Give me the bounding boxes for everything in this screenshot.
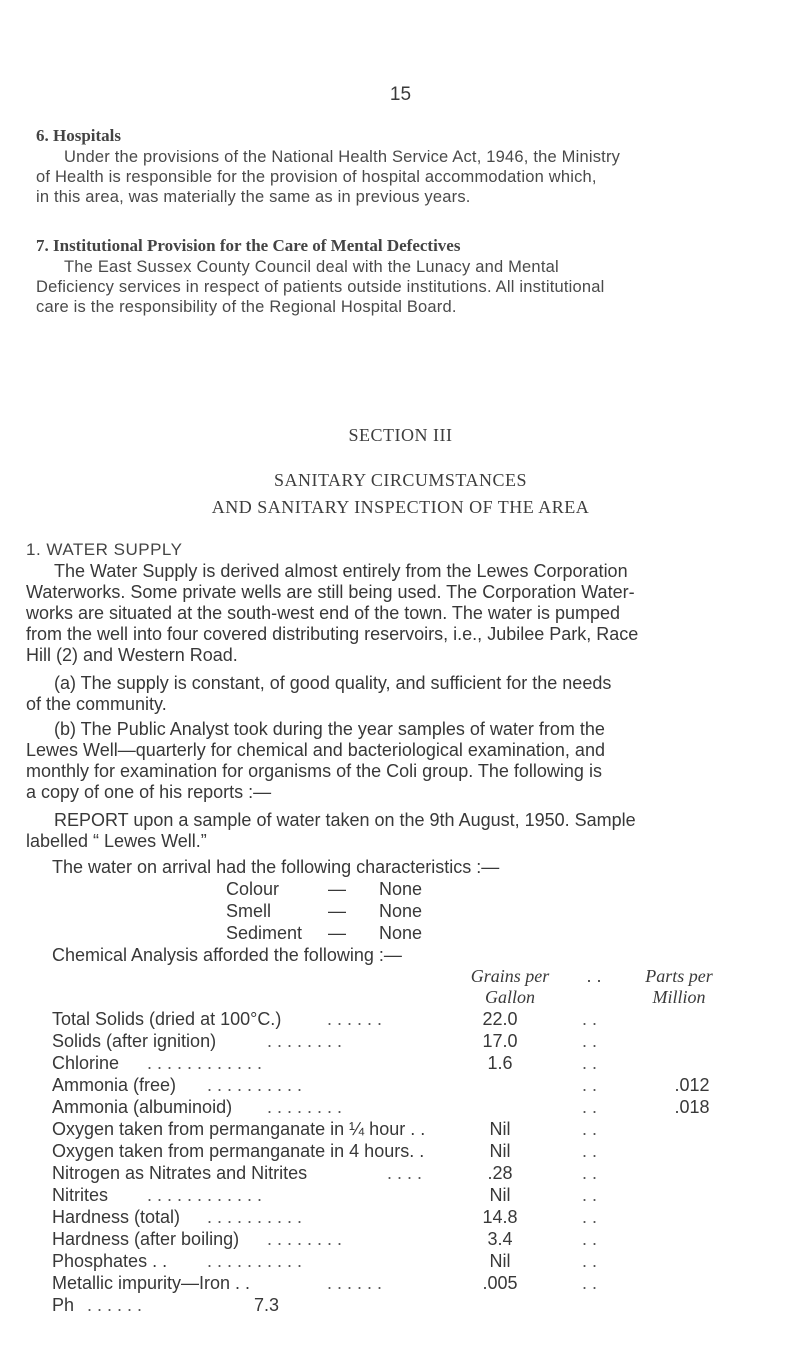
characteristic-dash: — [328,901,346,921]
analysis-label: Total Solids (dried at 100°C.) [52,1009,282,1029]
analysis-label: Oxygen taken from permanganate in 4 hours. . [52,1141,425,1161]
hospitals-paragraph [36,147,776,207]
mental-line: The East Sussex County Council deal with the Lunacy and Mental [64,258,559,276]
leader-dots: . . . . . . . . . . . . [147,1185,263,1205]
hospitals-line: Under the provisions of the National Health Service Act, 1946, the Ministry [64,148,621,166]
row-separator: . . [582,1141,598,1161]
characteristic-value: None [379,879,423,899]
water-b-line: (b) The Public Analyst took during the year samples of water from the [54,719,605,739]
ph-row [52,1295,752,1316]
leader-dots: . . . . . . . . . . . . [147,1053,263,1073]
characteristic-name: Colour [226,879,280,899]
row-separator: . . [582,1185,598,1205]
row-separator: . . [582,1031,598,1051]
characteristic-row [0,879,801,900]
hospitals-line: of Health is responsible for the provision of hospital accommodation which, [36,168,597,186]
grains-value: .005 [482,1273,518,1293]
water-paragraph-b [26,719,766,803]
grains-value: Nil [489,1141,511,1161]
parts-value: .018 [674,1097,710,1117]
water-a-line: (a) The supply is constant, of good quality, and sufficient for the needs [54,673,612,693]
section-subtitle-2: AND SANITARY INSPECTION OF THE AREA [211,497,590,517]
water-intro-paragraph [26,561,766,666]
parts-value: .012 [674,1075,710,1095]
water-b-line: Lewes Well—quarterly for chemical and bacteriological examination, and [26,740,605,760]
characteristic-row [0,901,801,922]
table-row [52,1185,752,1206]
row-separator: . . [582,1097,598,1117]
table-row [52,1251,752,1272]
grains-header-line-2: Gallon [484,987,535,1007]
water-b-line: a copy of one of his reports :— [26,782,272,802]
characteristic-value: None [379,923,423,943]
water-supply-heading: 1. WATER SUPPLY [26,540,183,559]
analysis-label: Ammonia (albuminoid) [52,1097,233,1117]
characteristic-name: Smell [226,901,272,921]
leader-dots: . . . . . . [327,1273,383,1293]
table-row [52,1097,752,1118]
table-row [52,1141,752,1162]
analysis-label: Phosphates . . [52,1251,168,1271]
row-separator: . . [582,1229,598,1249]
analysis-label: Solids (after ignition) [52,1031,217,1051]
table-row [52,1009,752,1030]
grains-value: Nil [489,1185,511,1205]
water-intro-line: from the well into four covered distributing reservoirs, i.e., Jubilee Park, Race [26,624,639,644]
leader-dots: . . . . . . [327,1009,383,1029]
grains-value: 22.0 [482,1009,518,1029]
hospitals-line: in this area, was materially the same as in previous years. [36,188,471,206]
table-row [52,1273,752,1294]
leader-dots: . . . . . . . . [267,1031,343,1051]
characteristic-row [0,923,801,944]
analysis-intro: Chemical Analysis afforded the following :— [52,945,402,965]
grains-header-line-1: Grains per [470,966,550,986]
analysis-label: Metallic impurity—Iron . . [52,1273,251,1293]
hospitals-heading: 6. Hospitals [36,126,122,145]
table-row [52,1075,752,1096]
mental-heading: 7. Institutional Provision for the Care of Mental Defectives [36,236,461,255]
parts-header [614,966,744,1008]
table-row [52,1119,752,1140]
grains-value: 17.0 [482,1031,518,1051]
row-separator: . . [582,1009,598,1029]
water-paragraph-a [26,673,766,715]
water-a-line: of the community. [26,694,167,714]
grains-value: .28 [487,1163,513,1183]
grains-value: 3.4 [487,1229,513,1249]
report-paragraph [26,810,766,852]
row-separator: . . [582,1251,598,1271]
analysis-label: Nitrogen as Nitrates and Nitrites [52,1163,308,1183]
table-row [52,1229,752,1250]
leader-dots: . . . . . . . . . . [207,1207,303,1227]
row-separator: . . [582,1119,598,1139]
table-row [52,1207,752,1228]
row-separator: . . [582,1053,598,1073]
analysis-label: Hardness (after boiling) [52,1229,240,1249]
analysis-label: Ammonia (free) [52,1075,177,1095]
characteristic-name: Sediment [226,923,303,943]
grains-value: 14.8 [482,1207,518,1227]
arrival-line: The water on arrival had the following characteristics :— [52,857,500,877]
ph-label: Ph [52,1295,75,1315]
grains-value: Nil [489,1119,511,1139]
table-row [52,1053,752,1074]
water-intro-line: Hill (2) and Western Road. [26,645,238,665]
characteristic-value: None [379,901,423,921]
grains-value: Nil [489,1251,511,1271]
row-separator: . . [582,1207,598,1227]
water-intro-line: works are situated at the south-west end of the town. The water is pumped [26,603,620,623]
ph-value: 7.3 [254,1295,280,1315]
section-subtitle-1: SANITARY CIRCUMSTANCES [274,470,527,490]
row-separator: . . [582,1075,598,1095]
section-title: SECTION III [348,425,453,445]
page-number: 15 [389,84,412,105]
header-separator: . . [586,966,602,986]
analysis-label: Nitrites [52,1185,109,1205]
row-separator: . . [582,1273,598,1293]
parts-header-line-1: Parts per [645,966,713,986]
ph-leader-dots: . . . . . . [87,1295,143,1315]
leader-dots: . . . . [387,1163,423,1183]
characteristic-dash: — [328,879,346,899]
leader-dots: . . . . . . . . [267,1097,343,1117]
water-intro-line: The Water Supply is derived almost entirely from the Lewes Corporation [54,561,628,581]
grains-header [440,966,580,1008]
mental-paragraph [36,257,776,317]
mental-line: care is the responsibility of the Regional Hospital Board. [36,298,457,316]
mental-line: Deficiency services in respect of patients outside institutions. All institutional [36,278,605,296]
report-line: REPORT upon a sample of water taken on the 9th August, 1950. Sample [54,810,636,830]
table-row [52,1163,752,1184]
analysis-label: Chlorine [52,1053,120,1073]
leader-dots: . . . . . . . . . . [207,1251,303,1271]
analysis-label: Hardness (total) [52,1207,181,1227]
leader-dots: . . . . . . . . . . [207,1075,303,1095]
grains-value: 1.6 [487,1053,513,1073]
water-intro-line: Waterworks. Some private wells are still being used. The Corporation Water- [26,582,635,602]
row-separator: . . [582,1163,598,1183]
characteristic-dash: — [328,923,346,943]
water-b-line: monthly for examination for organisms of the Coli group. The following is [26,761,602,781]
report-line: labelled “ Lewes Well.” [26,831,207,851]
parts-header-line-2: Million [652,987,706,1007]
analysis-label: Oxygen taken from permanganate in ¼ hour . . [52,1119,426,1139]
table-row [52,1031,752,1052]
leader-dots: . . . . . . . . [267,1229,343,1249]
